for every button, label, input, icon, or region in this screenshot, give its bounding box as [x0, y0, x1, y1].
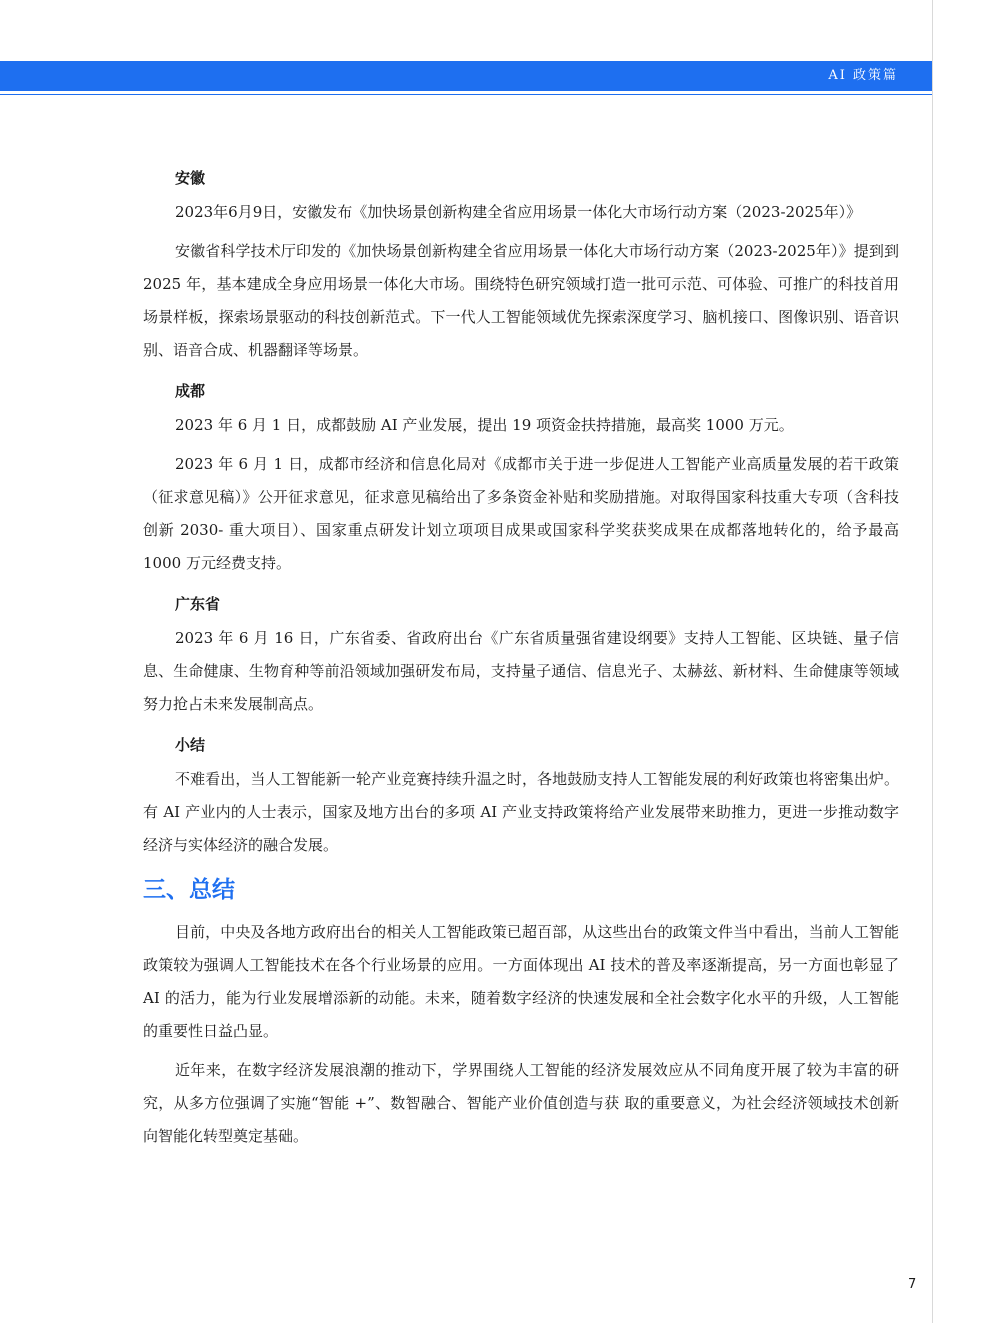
paragraph-anhui-2: 安徽省科学技术厅印发的《加快场景创新构建全省应用场景一体化大市场行动方案（2023-2025年）》提到到 2025 年，基本建成全身应用场景一体化大市场。围绕特色研究领域打造一批可示范、可体验、可推广的科技首用场景样板，探索场景驱动的科技创新范式。下一代人工智能领域优先探索深度学习、脑机接口、图像识别、语音识别、语音合成、机器翻译等场景。: [143, 242, 899, 359]
paragraph-guangdong-1: 2023 年 6 月 16 日，广东省委、省政府出台《广东省质量强省建设纲要》支持人工智能、区块链、量子信息、生命健康、生物育种等前沿领域加强研发布局，支持量子通信、信息光子、太赫兹、新材料、生命健康等领域努力抢占未来发展制高点。: [143, 629, 899, 713]
section-heading-conclusion: 三、总结: [143, 876, 235, 903]
subheading-guangdong: 广东省: [175, 595, 221, 613]
paragraph-chengdu-2: 2023 年 6 月 1 日，成都市经济和信息化局对《成都市关于进一步促进人工智能产业高质量发展的若干政策（征求意见稿）》公开征求意见，征求意见稿给出了多条资金补贴和奖励措施。对取得国家科技重大专项（含科技创新 2030- 重大项目）、国家重点研发计划立项项目成果或国家科学奖获奖成果在成都落地转化的，给予最高 1000 万元经费支持。: [143, 455, 899, 572]
page-number: 7: [908, 1277, 917, 1292]
paragraph-chengdu-1: 2023 年 6 月 1 日，成都鼓励 AI 产业发展，提出 19 项资金扶持措施，最高奖 1000 万元。: [175, 416, 794, 434]
header-label: AI 政策篇: [828, 68, 898, 83]
paragraph-conclusion-2: 近年来，在数字经济发展浪潮的推动下，学界围绕人工智能的经济发展效应从不同角度开展了较为丰富的研究，从多方位强调了实施“智能 +”、数智融合、智能产业价值创造与获 取的重要意义，为社会经济领域技术创新向智能化转型奠定基础。: [143, 1061, 899, 1145]
paragraph-conclusion-1: 目前，中央及各地方政府出台的相关人工智能政策已超百部，从这些出台的政策文件当中看出，当前人工智能政策较为强调人工智能技术在各个行业场景的应用。一方面体现出 AI 技术的普及率逐渐提高，另一方面也彰显了 AI 的活力，能为行业发展增添新的动能。未来，随着数字经济的快速发展和全社会数字化水平的升级，人工智能的重要性日益凸显。: [143, 923, 899, 1040]
header-underline: [0, 94, 932, 95]
page-edge-line: [932, 0, 933, 1323]
main-content: [143, 160, 899, 1159]
paragraph-anhui-1: 2023年6月9日，安徽发布《加快场景创新构建全省应用场景一体化大市场行动方案（2023-2025年）》: [175, 203, 862, 221]
subheading-chengdu: 成都: [175, 382, 206, 400]
header-bar: [0, 61, 932, 91]
subheading-anhui: 安徽: [175, 169, 206, 187]
subheading-summary: 小结: [175, 736, 206, 754]
paragraph-summary-1: 不难看出，当人工智能新一轮产业竞赛持续升温之时，各地鼓励支持人工智能发展的利好政策也将密集出炉。有 AI 产业内的人士表示，国家及地方出台的多项 AI 产业支持政策将给产业发展带来助推力，更进一步推动数字经济与实体经济的融合发展。: [143, 770, 899, 854]
